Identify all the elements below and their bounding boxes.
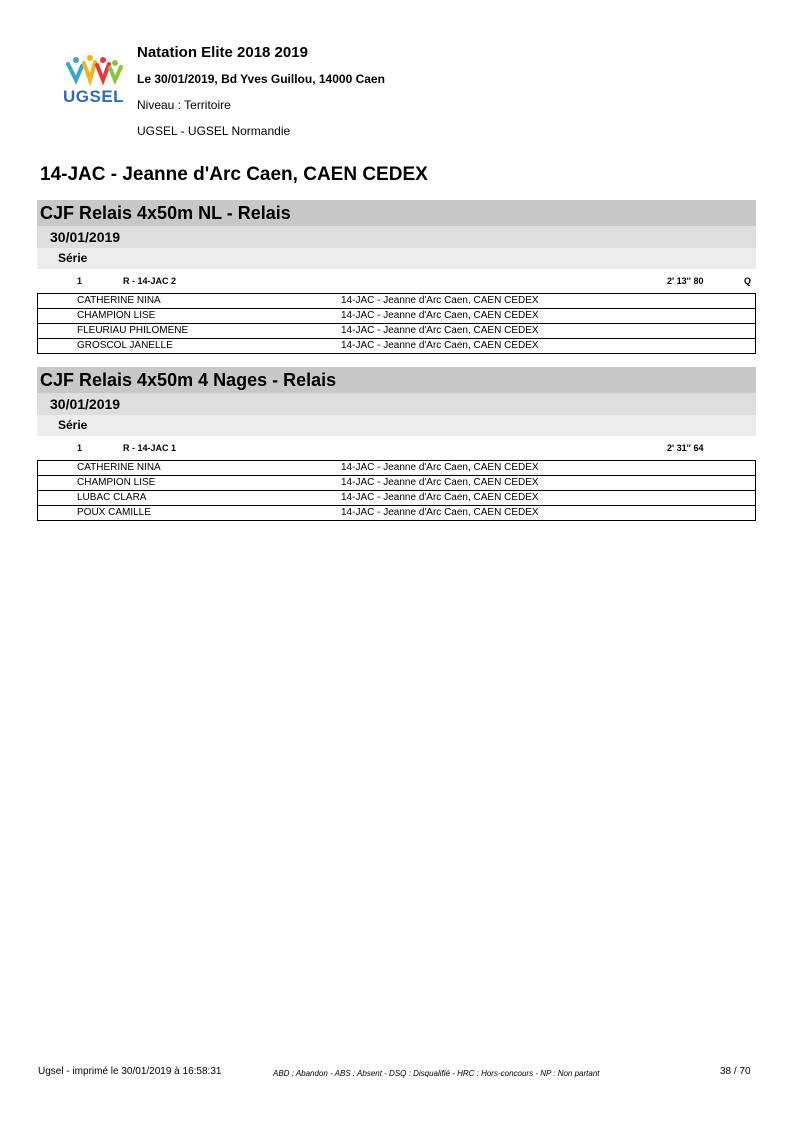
table-row — [38, 476, 756, 491]
meet-title: Natation Elite 2018 2019 — [137, 44, 308, 61]
serie-label: Série — [37, 248, 756, 269]
event-section — [37, 200, 756, 354]
swimmer-name: CATHERINE NINA — [38, 294, 342, 309]
event-date: 30/01/2019 — [37, 226, 756, 248]
swimmer-club: 14-JAC - Jeanne d'Arc Caen, CAEN CEDEX — [341, 476, 756, 491]
ugsel-logo — [62, 54, 126, 106]
meet-level: Niveau : Territoire — [137, 98, 231, 112]
swimmer-name: LUBAC CLARA — [38, 491, 342, 506]
swimmer-name: CATHERINE NINA — [38, 461, 342, 476]
serie-label: Série — [37, 415, 756, 436]
result-qualification: Q — [744, 276, 752, 286]
table-row — [38, 324, 756, 339]
swimmer-club: 14-JAC - Jeanne d'Arc Caen, CAEN CEDEX — [341, 324, 756, 339]
table-row — [38, 506, 756, 521]
meet-date-location: Le 30/01/2019, Bd Yves Guillou, 14000 Caen — [137, 72, 385, 86]
swimmer-club: 14-JAC - Jeanne d'Arc Caen, CAEN CEDEX — [341, 309, 756, 324]
footer-printed: Ugsel - imprimé le 30/01/2019 à 16:58:31 — [38, 1066, 222, 1077]
swimmer-club: 14-JAC - Jeanne d'Arc Caen, CAEN CEDEX — [341, 339, 756, 354]
swimmer-name: CHAMPION LISE — [38, 476, 342, 491]
table-row — [38, 309, 756, 324]
logo-text: UGSEL — [63, 87, 125, 106]
footer-legend: ABD : Abandon - ABS : Absent - DSQ : Disqualifié - HRC : Hors-concours - NP : Non partant — [273, 1069, 600, 1078]
table-row — [38, 461, 756, 476]
result-time: 2' 31'' 64 — [667, 443, 704, 453]
swimmer-club: 14-JAC - Jeanne d'Arc Caen, CAEN CEDEX — [341, 491, 756, 506]
result-team: R - 14-JAC 1 — [123, 443, 177, 453]
table-row — [38, 294, 756, 309]
table-row — [38, 339, 756, 354]
swimmer-name: FLEURIAU PHILOMENE — [38, 324, 342, 339]
event-date: 30/01/2019 — [37, 393, 756, 415]
people-icon — [62, 54, 126, 88]
result-rank: 1 — [77, 276, 83, 286]
swimmer-name: POUX CAMILLE — [38, 506, 342, 521]
page-number: 38 / 70 — [720, 1066, 751, 1077]
result-rank: 1 — [77, 443, 83, 453]
swimmer-name: GROSCOL JANELLE — [38, 339, 342, 354]
result-row — [37, 436, 756, 460]
event-title: CJF Relais 4x50m 4 Nages - Relais — [37, 367, 756, 393]
result-row — [37, 269, 756, 293]
club-title: 14-JAC - Jeanne d'Arc Caen, CAEN CEDEX — [40, 164, 428, 185]
result-time: 2' 13'' 80 — [667, 276, 704, 286]
result-team: R - 14-JAC 2 — [123, 276, 177, 286]
table-row — [38, 491, 756, 506]
swimmers-table — [37, 293, 756, 354]
swimmers-table — [37, 460, 756, 521]
swimmer-club: 14-JAC - Jeanne d'Arc Caen, CAEN CEDEX — [341, 506, 756, 521]
swimmer-club: 14-JAC - Jeanne d'Arc Caen, CAEN CEDEX — [341, 461, 756, 476]
event-title: CJF Relais 4x50m NL - Relais — [37, 200, 756, 226]
event-section — [37, 367, 756, 521]
swimmer-name: CHAMPION LISE — [38, 309, 342, 324]
meet-organization: UGSEL - UGSEL Normandie — [137, 124, 291, 138]
swimmer-club: 14-JAC - Jeanne d'Arc Caen, CAEN CEDEX — [341, 294, 756, 309]
